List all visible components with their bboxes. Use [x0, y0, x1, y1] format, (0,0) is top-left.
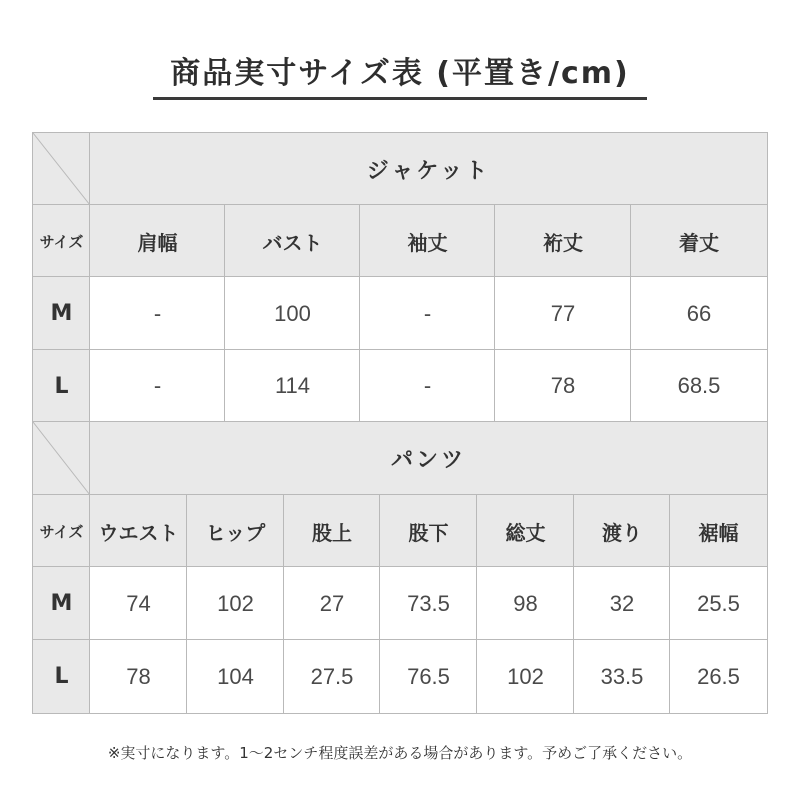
- jacket-corner-cell: [33, 133, 90, 205]
- pants-cell: 26.5: [670, 640, 767, 713]
- jacket-cell: -: [90, 277, 225, 350]
- jacket-cell: -: [360, 277, 495, 350]
- disclaimer-note: ※実寸になります。1〜2センチ程度誤差がある場合があります。予めご了承ください。: [107, 744, 693, 762]
- pants-header-rise: 股上: [284, 495, 380, 567]
- pants-row-size: M: [33, 567, 90, 640]
- jacket-cell: 66: [631, 277, 767, 350]
- jacket-cell: -: [90, 350, 225, 422]
- pants-cell: 98: [477, 567, 574, 640]
- jacket-header-length: 着丈: [631, 205, 767, 277]
- jacket-row-size: M: [33, 277, 90, 350]
- pants-cell: 32: [574, 567, 670, 640]
- pants-cell: 78: [90, 640, 187, 713]
- title-underline: [153, 97, 647, 100]
- pants-header-hip: ヒップ: [187, 495, 284, 567]
- jacket-cell: 100: [225, 277, 360, 350]
- size-table: [33, 133, 767, 713]
- jacket-header-shoulder: 肩幅: [90, 205, 225, 277]
- pants-cell: 102: [477, 640, 574, 713]
- jacket-section-title: ジャケット: [90, 133, 767, 205]
- jacket-cell: -: [360, 350, 495, 422]
- jacket-header-bust: バスト: [225, 205, 360, 277]
- pants-cell: 33.5: [574, 640, 670, 713]
- jacket-header-sleeve: 袖丈: [360, 205, 495, 277]
- pants-header-inseam: 股下: [380, 495, 477, 567]
- pants-cell: 25.5: [670, 567, 767, 640]
- pants-header-length: 総丈: [477, 495, 574, 567]
- jacket-cell: 78: [495, 350, 631, 422]
- pants-header-waist: ウエスト: [90, 495, 187, 567]
- pants-section-title: パンツ: [90, 422, 767, 495]
- jacket-cell: 77: [495, 277, 631, 350]
- pants-cell: 76.5: [380, 640, 477, 713]
- pants-size-label: サイズ: [33, 495, 90, 567]
- pants-cell: 73.5: [380, 567, 477, 640]
- jacket-row-size: L: [33, 350, 90, 422]
- pants-cell: 74: [90, 567, 187, 640]
- pants-cell: 27: [284, 567, 380, 640]
- pants-row-size: L: [33, 640, 90, 713]
- pants-cell: 102: [187, 567, 284, 640]
- pants-cell: 104: [187, 640, 284, 713]
- pants-cell: 27.5: [284, 640, 380, 713]
- page-title: 商品実寸サイズ表 (平置き/cm): [170, 56, 630, 91]
- jacket-cell: 114: [225, 350, 360, 422]
- pants-header-hem: 裾幅: [670, 495, 767, 567]
- jacket-size-label: サイズ: [33, 205, 90, 277]
- jacket-header-yuki: 裄丈: [495, 205, 631, 277]
- pants-header-thigh: 渡り: [574, 495, 670, 567]
- jacket-cell: 68.5: [631, 350, 767, 422]
- pants-corner-cell: [33, 422, 90, 495]
